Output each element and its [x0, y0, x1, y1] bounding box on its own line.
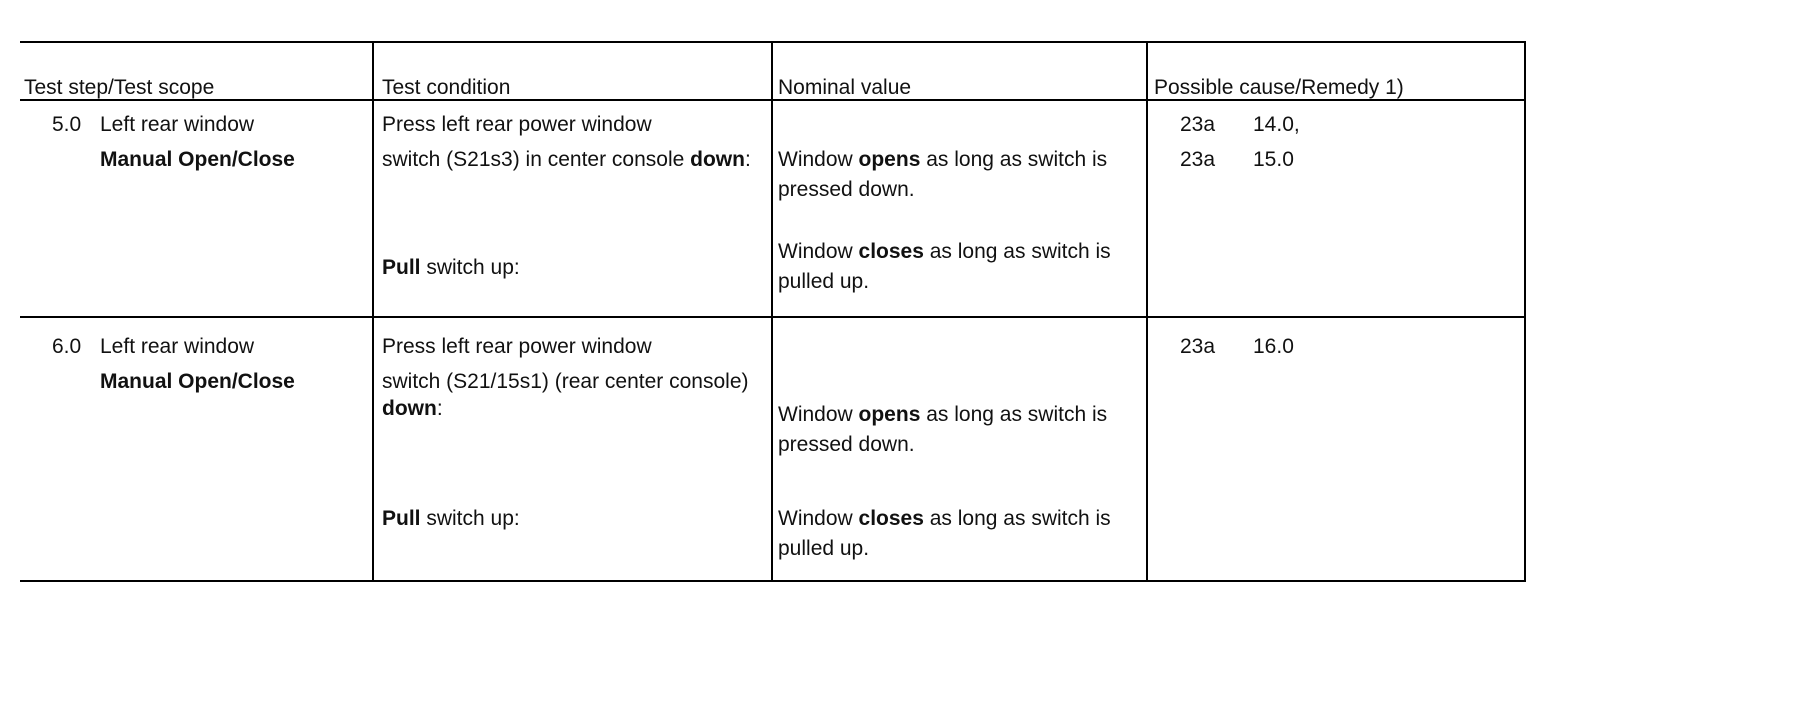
- step-number: 5.0: [52, 113, 82, 136]
- header-test-step: Test step/Test scope: [24, 76, 215, 99]
- test-condition-line: Pull switch up:: [382, 256, 520, 279]
- test-scope-title: Manual Open/Close: [100, 370, 295, 393]
- nominal-value-cont: pressed down.: [778, 178, 915, 201]
- cause-code: 23a: [1180, 113, 1216, 136]
- test-condition-line: switch (S21/15s1) (rear center console): [382, 370, 749, 393]
- step-number: 6.0: [52, 335, 82, 358]
- cause-code: 23a: [1180, 148, 1216, 171]
- test-condition-line: Press left rear power window: [382, 113, 652, 136]
- table-top-border: [20, 41, 1526, 43]
- nominal-value: Window closes as long as switch is: [778, 507, 1111, 530]
- nominal-value: Window opens as long as switch is: [778, 403, 1108, 426]
- cause-code: 23a: [1180, 335, 1216, 358]
- test-condition-line: switch (S21s3) in center console down:: [382, 148, 751, 171]
- header-test-condition: Test condition: [382, 76, 511, 99]
- header-nominal-value: Nominal value: [778, 76, 912, 99]
- test-condition-line: Press left rear power window: [382, 335, 652, 358]
- table-right-border: [1524, 41, 1526, 582]
- test-scope-title: Manual Open/Close: [100, 148, 295, 171]
- table-bottom-border: [20, 580, 1526, 582]
- nominal-value: Window closes as long as switch is: [778, 240, 1111, 263]
- nominal-value: Window opens as long as switch is: [778, 148, 1108, 171]
- cause-ref: 14.0,: [1253, 113, 1300, 136]
- nominal-value-cont: pressed down.: [778, 433, 915, 456]
- column-divider-3: [1146, 41, 1148, 582]
- cause-ref: 16.0: [1253, 335, 1294, 358]
- nominal-value-cont: pulled up.: [778, 270, 870, 293]
- column-divider-2: [771, 41, 773, 582]
- cause-ref: 15.0: [1253, 148, 1294, 171]
- nominal-value-cont: pulled up.: [778, 537, 870, 560]
- header-possible-cause: Possible cause/Remedy 1): [1154, 76, 1404, 99]
- test-scope: Left rear window: [100, 335, 255, 358]
- column-divider-1: [372, 41, 374, 582]
- test-condition-line: down:: [382, 397, 443, 420]
- test-scope: Left rear window: [100, 113, 255, 136]
- row-divider: [20, 316, 1526, 318]
- test-condition-line: Pull switch up:: [382, 507, 520, 530]
